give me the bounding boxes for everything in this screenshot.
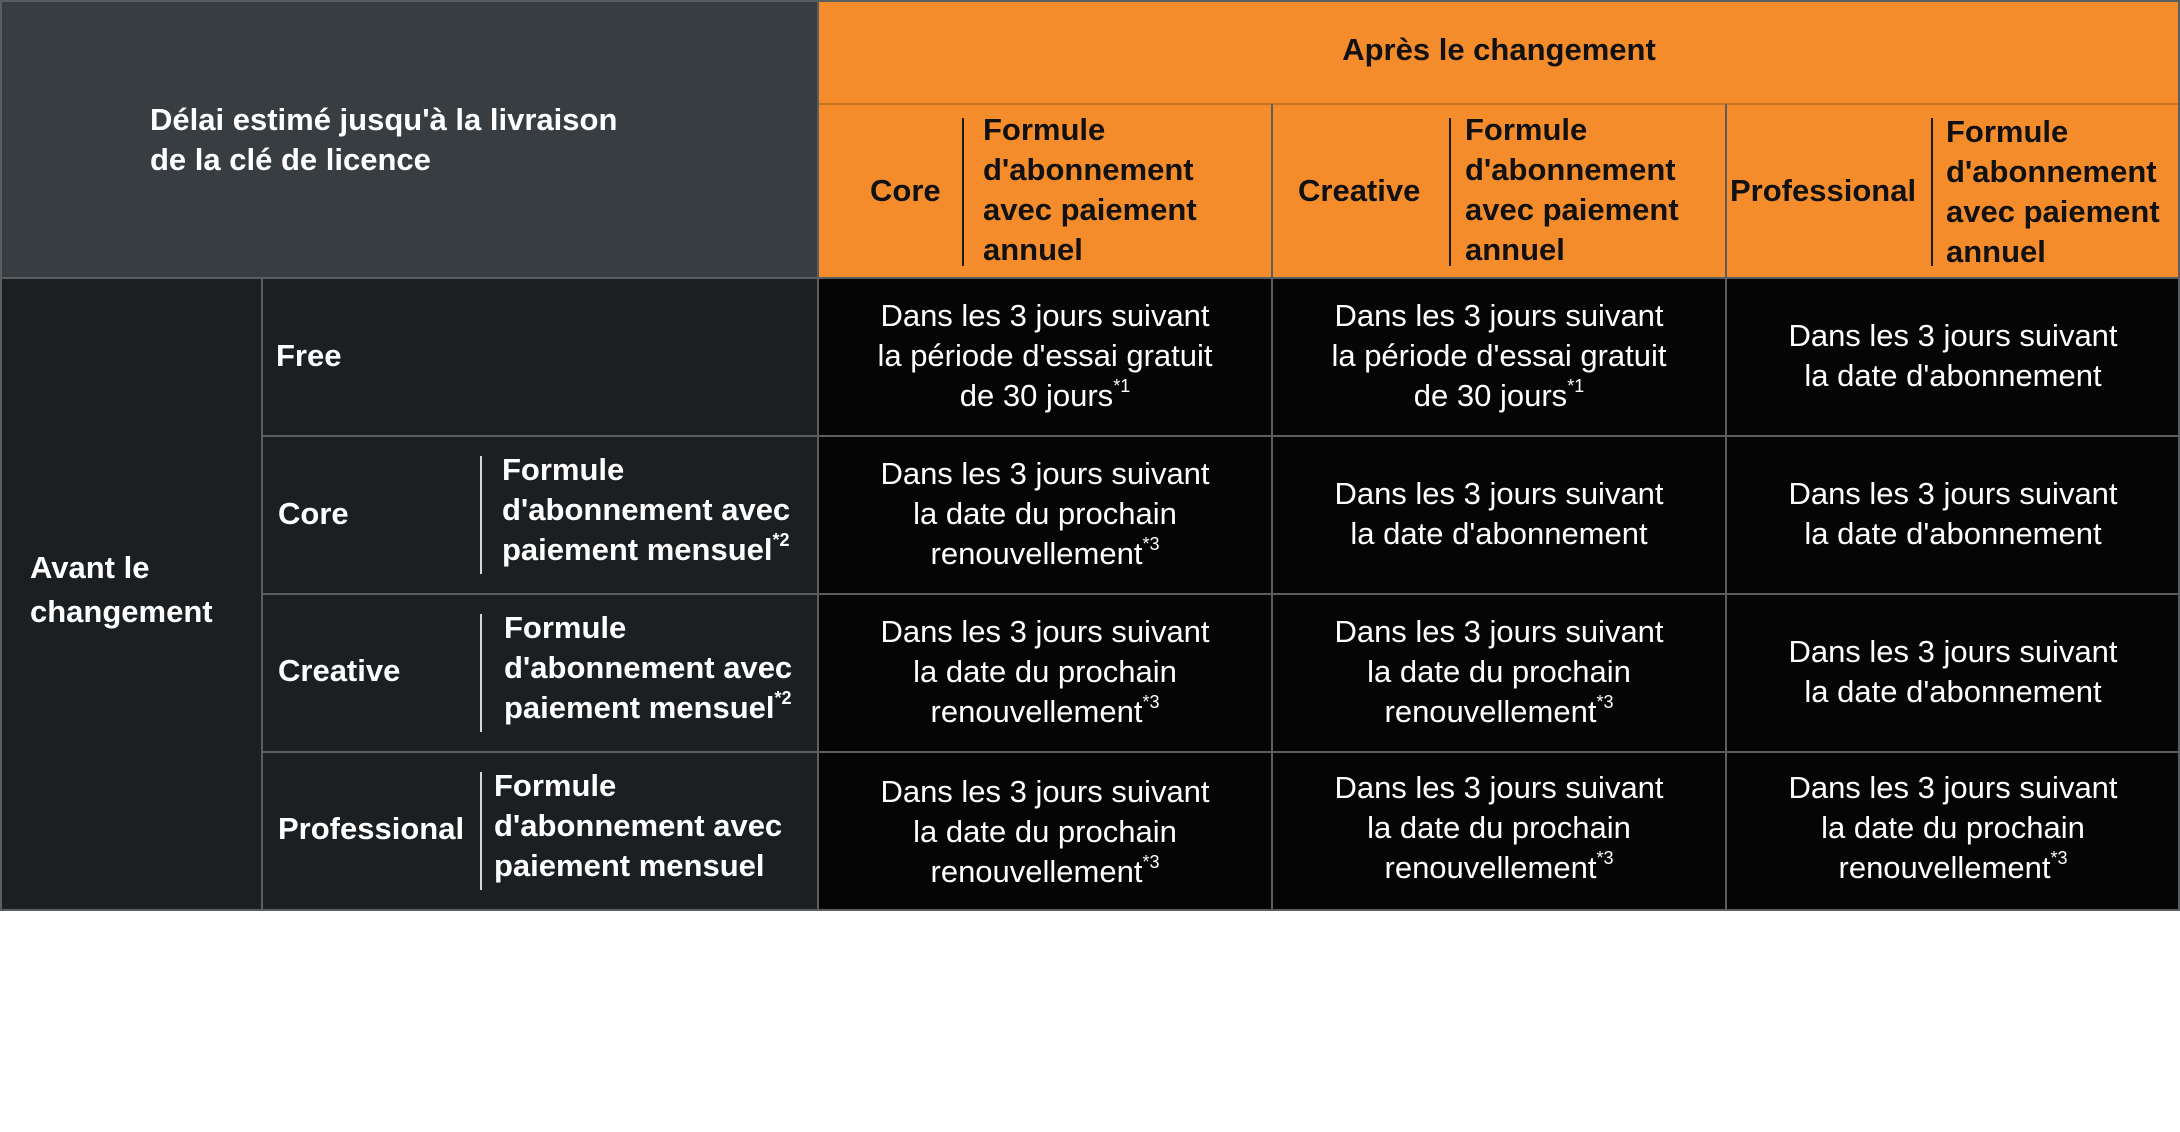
corner-header-cell [0,0,818,278]
table-cell [1726,278,2180,436]
cell-text: Dans les 3 jours suivant la date d'abonnement [1788,476,2118,551]
grid-line [0,277,2180,279]
cell-text: Dans les 3 jours suivant la date du prochain renouvellement$^{*3}$ [880,456,1210,571]
after-column-plan: Creative [1298,173,1421,208]
cell-text: Dans les 3 jours suivant la date d'abonnement [1334,476,1664,551]
table-cell [1726,752,2180,910]
row-header-free [262,278,818,436]
row-header-core [262,436,818,594]
after-change-label: Après le changement [1342,32,1656,67]
cell-text: Dans les 3 jours suivant la période d'essai gratuit de 30 jours$^{*1}$ [1331,298,1667,413]
column-divider [1931,118,1933,266]
grid-line [262,435,2180,437]
row-billing: Formule d'abonnement avec paiement mensuel [494,768,783,883]
cell-text: Dans les 3 jours suivant la date d'abonnement [1788,318,2118,393]
grid-line [0,0,2180,2]
after-column-billing: Formule d'abonnement avec paiement annuel [1946,114,2160,269]
grid-line [0,0,2,910]
grid-line [262,751,2180,753]
after-column-creative [1272,104,1726,278]
after-column-billing: Formule d'abonnement avec paiement annuel [983,112,1197,267]
table-cell [1726,594,2180,752]
table-cell [818,436,1272,594]
row-plan: Creative [278,653,401,688]
table-cell [1272,278,1726,436]
row-plan: Core [278,496,349,531]
before-change-label: Avant le changement [30,550,213,629]
table-cell [1272,436,1726,594]
grid-line [0,909,2180,911]
row-plan: Free [276,338,342,373]
table-cell [1726,436,2180,594]
grid-line [262,593,2180,595]
row-billing: Formule d'abonnement avec paiement mensuel$^{*2}$ [504,610,793,725]
grid-line [817,0,819,910]
cell-text: Dans les 3 jours suivant la date du prochain renouvellement$^{*3}$ [1334,770,1664,885]
grid-line [818,103,2180,105]
table-cell [818,278,1272,436]
row-header-professional [262,752,818,910]
after-column-professional [1726,104,2180,278]
grid-line [1271,104,1273,910]
after-column-billing: Formule d'abonnement avec paiement annuel [1465,112,1679,267]
column-divider [962,118,964,266]
cell-text: Dans les 3 jours suivant la date du prochain renouvellement$^{*3}$ [1334,614,1664,729]
row-header-creative [262,594,818,752]
grid-line [1725,104,1727,910]
after-change-header [818,0,2180,104]
cell-text: Dans les 3 jours suivant la date du prochain renouvellement$^{*3}$ [880,614,1210,729]
after-column-core [818,104,1272,278]
after-column-plan: Core [870,173,941,208]
before-change-header [0,278,262,910]
corner-label-lines: Délai estimé jusqu'à la livraison de la clé de licence [150,102,618,177]
table-cell [818,594,1272,752]
row-divider [480,614,482,732]
cell-text: Dans les 3 jours suivant la date du prochain renouvellement$^{*3}$ [1788,770,2118,885]
column-divider [1449,118,1451,266]
row-divider [480,456,482,574]
after-column-plan: Professional [1730,173,1917,208]
grid-line [261,278,263,910]
cell-text: Dans les 3 jours suivant la date du prochain renouvellement$^{*3}$ [880,774,1210,889]
row-divider [480,772,482,890]
table-cell [818,752,1272,910]
cell-text: Dans les 3 jours suivant la date d'abonnement [1788,634,2118,709]
table-cell [1272,752,1726,910]
row-billing: Formule d'abonnement avec paiement mensuel$^{*2}$ [502,452,791,567]
row-plan: Professional [278,811,465,846]
table-cell [1272,594,1726,752]
cell-text: Dans les 3 jours suivant la période d'essai gratuit de 30 jours$^{*1}$ [877,298,1213,413]
